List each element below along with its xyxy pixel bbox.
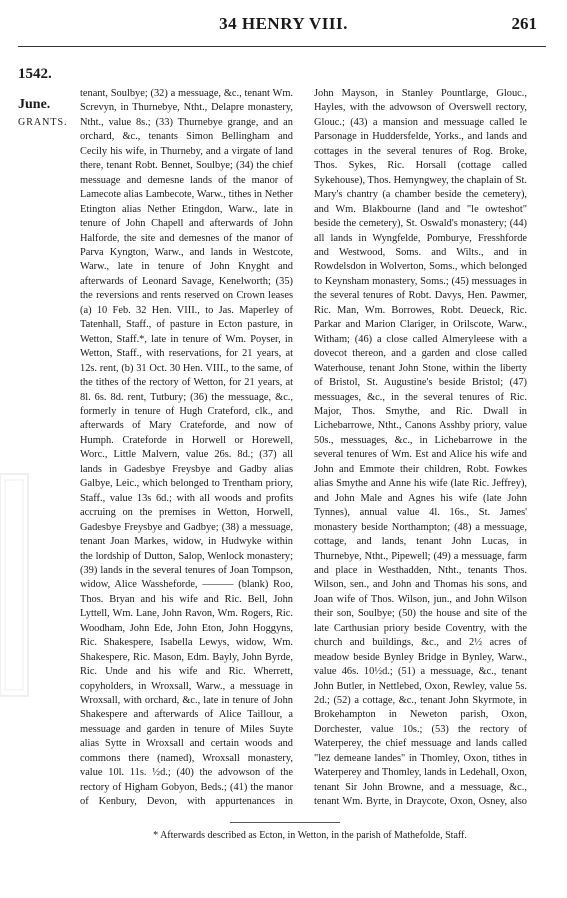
footnote-rule	[230, 822, 340, 823]
column-left-text: tenant, Soulbye; (32) a messuage, &c., tenant Wm. Screvyn, in Thurnebye, Ntht., Delapre monastery, Ntht., value 8s.; (33) Thurnebye grange, and an orchard, &c., tenants Simon Bellingham and Cecily his wife, in Thurneby, and a virgate of land there, tenant Robt. Bennet, Soulbye; (34) the chief messuage and demesne lands of the manor of Lamecote alias Lambecote, Warw., tithes in Nether Etington alias Nether Etingdon, Warw., late in tenure of John Chapell and afterwards of John Halforde, the site and demesnes of the manor of Parva Kyngton, Warw., and lands in Westcote, Warw., late in tenure of John Knyght and afterwards of Leonard Savage, Kenelworth; (35) the reversions and rents reserved on Crown leases (a) 10 Feb. 32 Hen. VIII., to Jas. Maperley of Tatenhall, Staff., of pasture in Ecton pasture, in Wetton, Staff.*, late in tenure of Wm. Poyser, in Wetton, Staff., with reservations, for 21 years, at 12s. rent, (b) 31 Oct. 30 Hen. VIII., to the same, of the tithes of the rectory of Wetton, for 21 years, at 8l. 6s. 8d. rent, Tutbury; (36) the messuage, &c., formerly in tenure of Hugh Crateford, clk., and afterwards of Mary Crateforde, and now of Humph. Crateforde in Horwell or Horewell, Worc., Little Malvern, value 26s. 8d.; (37) all lands in Gadesbye Freysbye and Gadby alias Galbye, Leic., which belonged to Trentham priory, Staff., value 13s 6d.; with all woods and profits accruing on the premises in Wetton, Horwell, Gadesbye Freysbye and Gadbye; (38) a messuage, tenant Joan Markes, widow, in Hudwyke within the lordship of Dutton, Salop, Wenlock monastery; (39) lands in the several tenures of Joan Tompson, widow, Alice Wassheforde, ——— (blank) Roo, Thos. Bryan and his wife and Ric. Bell, John Lyttell, Wm. Lane, John Ravon, Wm. Rogers, Ric. Woodham, John Ede, John Eton, John Hoggyns, Ric. Shakespere, Isabella Lewys, widow, Wm. Shakespere, Ric. Mason, Edm. Bayly, John Byrde, Ric. Unde and his wife and Ric. Wherrett, copyholders, in Wroxsall, Warw., a messuage in Wroxsall, with orchard, &c., late in tenure of John Shakespere and afterwards of Alice Taillour, a messuage and garden in tenure of Miles Suyte alias Sytte in Wroxsall and certain woods and commons there (named), Wroxsall monastery, value 10l. 11s. ½d.; (40) the advowson of the rectory of Higham Gobyon, Beds.; (41) the manor of Kenbury, Devon, with appurtenances in	[80, 88, 293, 808]
running-head	[0, 14, 567, 36]
column-right-text: John Mayson, in Stanley Pountlarge, Glouc., Hayles, with the advowson of Overswell rectory, Glouc.; (43) a mansion and messuage called le Parsonage in Huddersfelde, Yorks., and lands and cottages in the several tenures of Rog. Broke, Thos. Sykes, Ric. Horsall (cottage called Sykehouse), Thos. Hemyngwey, the chaplain of St. Mary's chantry (a chamber beside the cemetery), and Wm. Blakbourne (land and "le owteshot" beside the cemetery), St. Oswald's monastery; (44) all lands in Wyngfelde, Pomburye, Fresshforde and Westwood, Soms. and Wilts., and in Rowdelsdon in Wolverton, Soms., which belonged to Keynsham monastery, Soms.; (45) messuages in the several tenures of Robt. Davys, Hen. Pawmer, Ric. Man, Wm. Borrowes, Robt. Deueck, Ric. Parkar and Marion Clariger, in Orilscote, Warw., Witham; (46) a close called Almeryleese with a dovecot thereon, and a garden and close called Waterhouse, tenant John Stone, within the liberty of Bristol, St. Augustine's beside Bristol; (47) messuages, &c., in the several tenures of Ric. Major, Thos. Smythe, and Ric. Dwall in Lichebarrowe, Ntht., Canons Asshby priory, value 50s., messuages, &c., in Lichebarrowe in the several tenures of Wm. Est and Alice his wife and John and Emmote their children, Robt. Fowkes alias Smythe and Anne his wife (late Ric. Jeffrey), and John Male and Agnes his wife (late John Tynnes), annual value 4l. 16s., St. James' monastery beside Northampton; (48) a messuage, cottage, and lands, tenant John Lucas, in Thurnebye, Ntht., Pipewell; (49) a messuage, farm and place in Westhadden, Ntht., tenants Thos. Wilson, sen., and John and Thomas his sons, and Joan wife of Thos. Wilson, jun., and John Wilson their son, Soulbye; (50) the house and site of the late Carthusian priory beside Coventry, with the church and buildings, &c., and 2½ acres of meadow beside Bynley Bridge in Bynley, Warw., value 46s. 10½d.; (51) a messuage, &c., tenant John Butler, in Nettlebed, Oxon, Rewley, value 5s. 2d.; (52) a cottage, &c., tenant John Skyrmote, in Brokehampton in Neweton parish, Oxon, Dorchester, value 10s.; (53) the rectory of Waterperey, the chief messuage and lands called "lez demeane landes" in Thomley, Oxon, tithes in Waterperey and Thomley, lands in Ledehall, Oxon, tenant Sir John Browne, and a messuage, &c., tenant Wm. Byrte, in Draycote, Oxon, Osney, also	[314, 88, 527, 808]
margin-year: 1542.	[18, 66, 52, 82]
margin-section-label: GRANTS.	[18, 117, 68, 128]
library-stamp-watermark	[0, 470, 34, 700]
page-number: 261	[511, 14, 537, 33]
footnote: * Afterwards described as Ecton, in Wetton, in the parish of Mathefolde, Staff.	[153, 830, 467, 841]
header-rule	[18, 46, 546, 47]
running-title: 34 HENRY VIII.	[219, 14, 348, 33]
margin-notes	[18, 66, 74, 128]
text-column-left	[80, 87, 293, 812]
margin-month: June.	[18, 97, 51, 112]
text-column-right	[314, 87, 527, 812]
